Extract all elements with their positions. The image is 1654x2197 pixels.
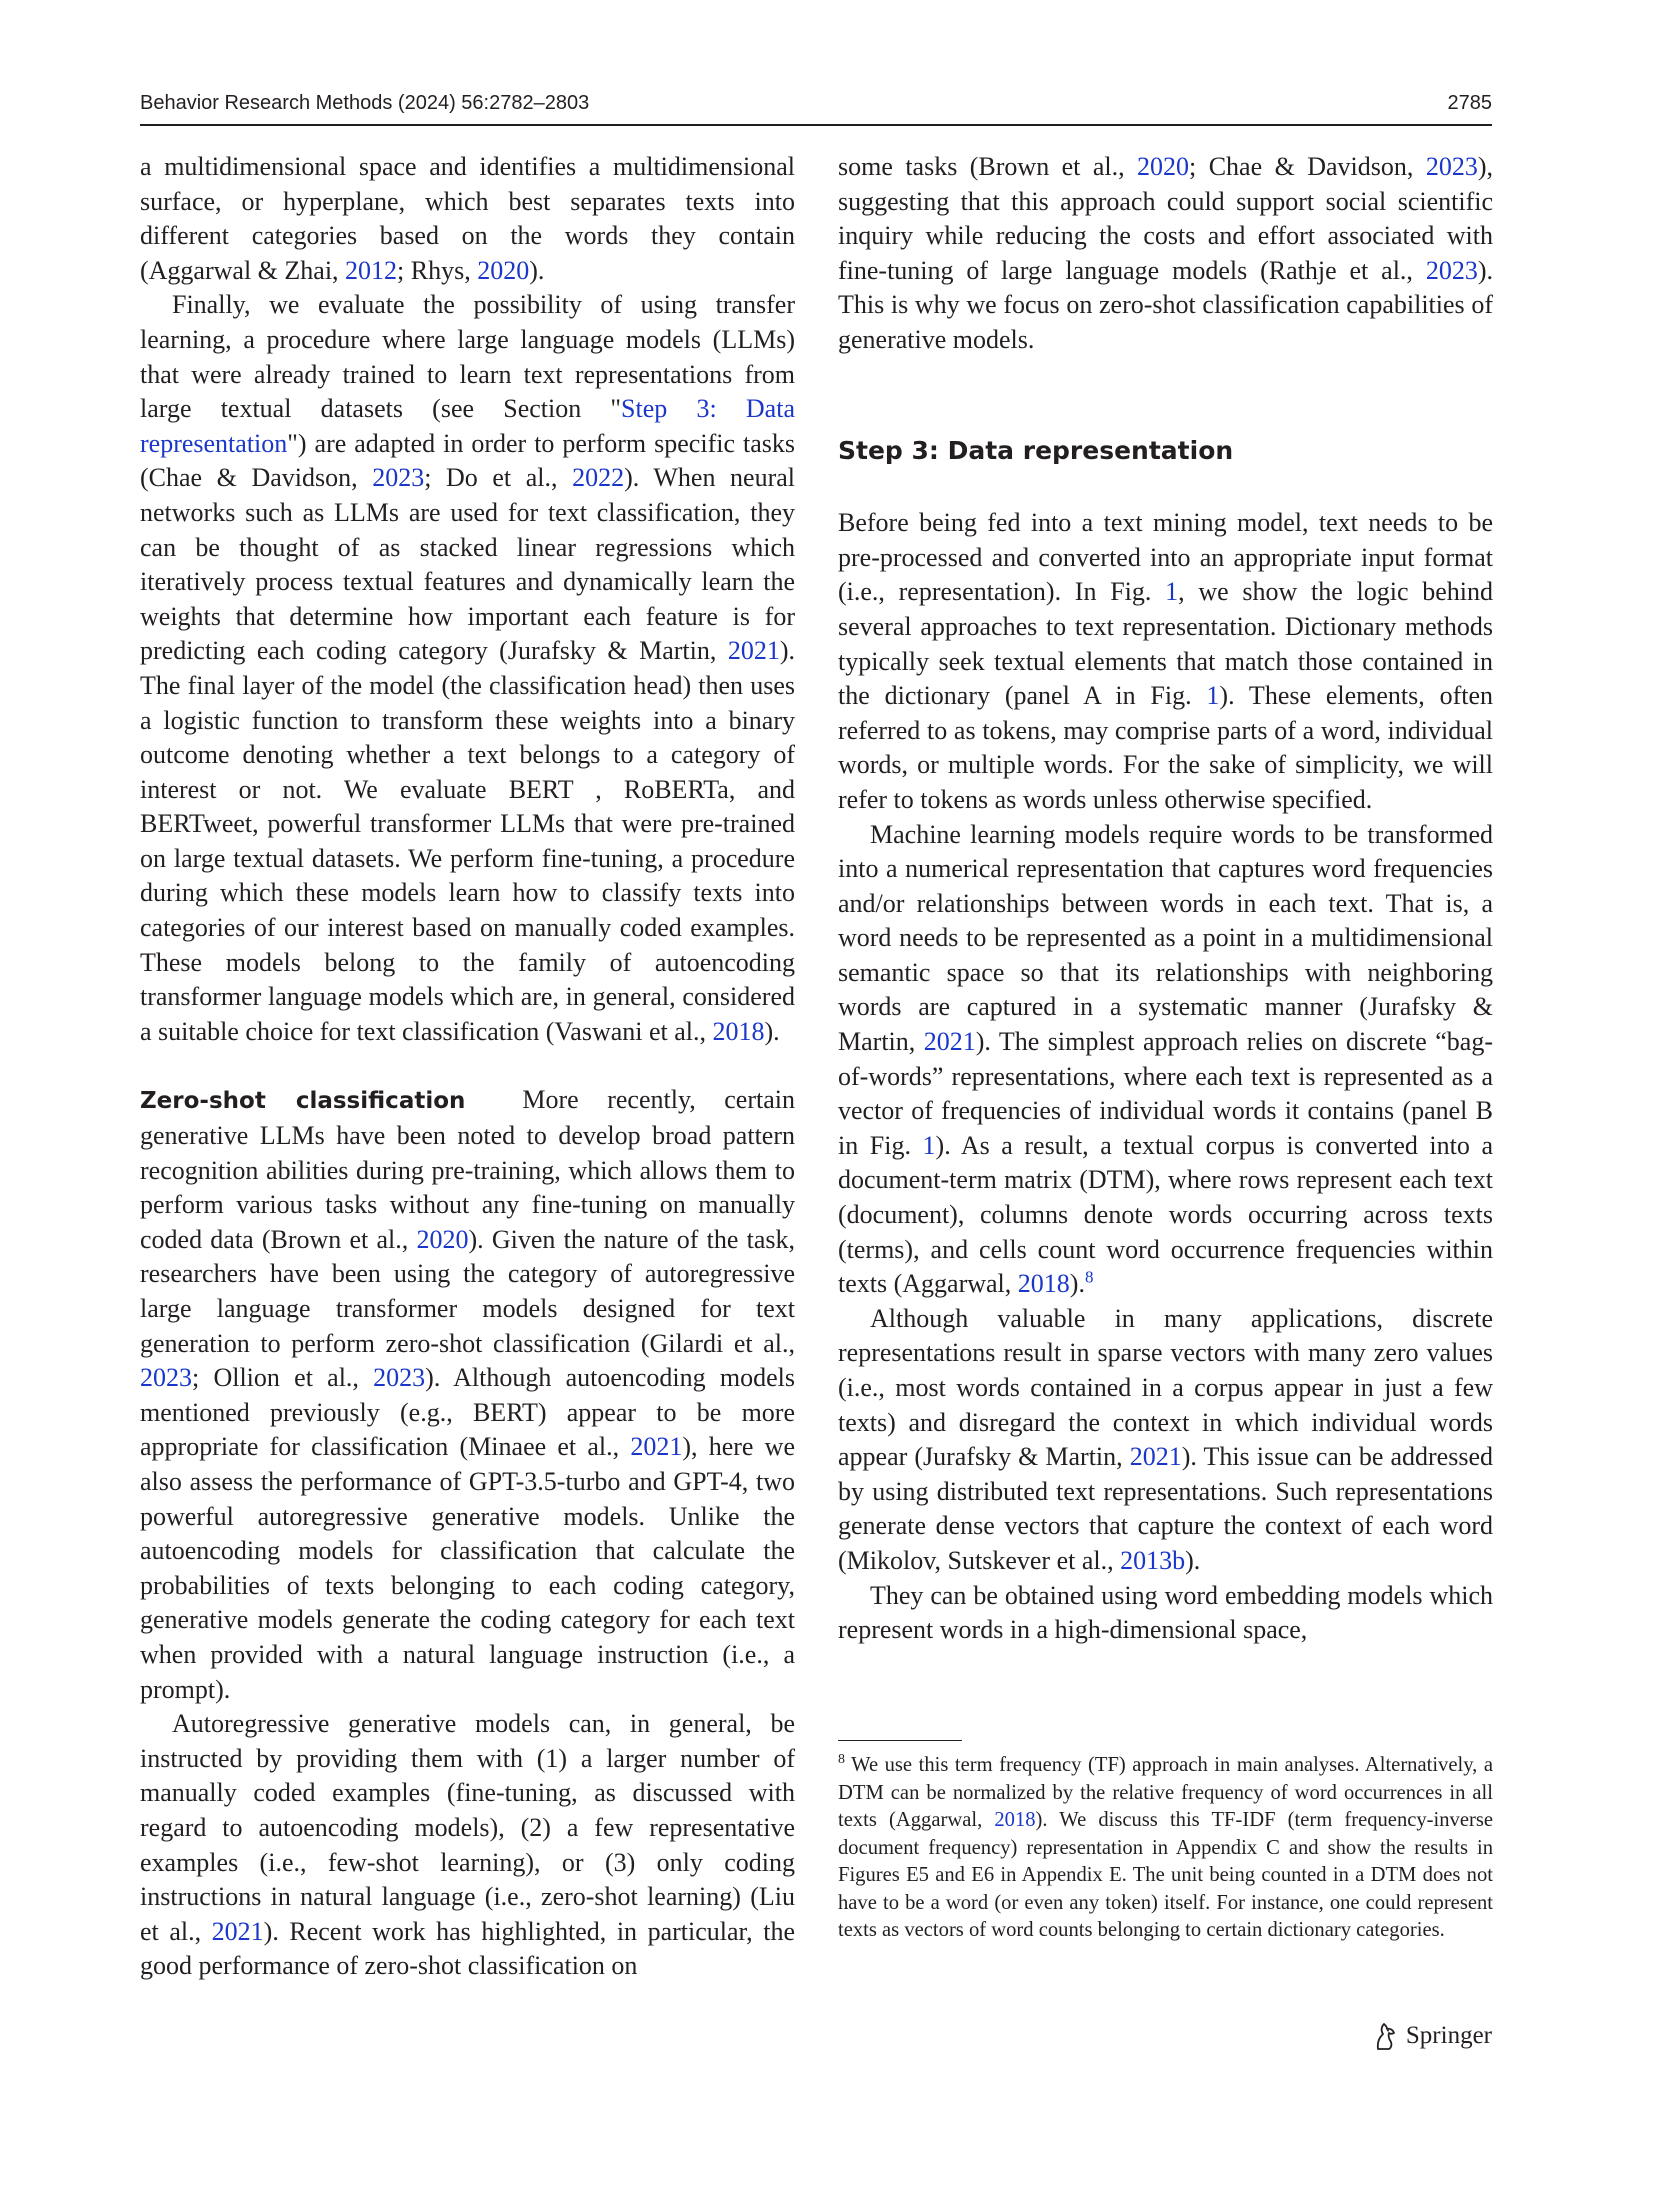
citation-link[interactable]: 2023 <box>140 1363 192 1393</box>
left-column <box>140 150 795 1984</box>
citation-link[interactable]: 2018 <box>1017 1269 1070 1299</box>
footnote-number: 8 <box>838 1752 845 1768</box>
citation-link[interactable]: 2012 <box>345 255 398 285</box>
paragraph: Zero-shot classification More recently, certain generative LLMs have been noted to develop broad pattern recognition abilities during pre-training, which allows them to perform various tasks without any fine-tuning on manually coded data (Brown et al., 2020). Given the nature of the task, researchers have been using the category of autoregressive large language transformer models designed for text generation to perform zero-shot classification (Gilardi et al., 2023; Ollion et al., 2023). Although autoencoding models mentioned previously (e.g., BERT) appear to be more appropriate for classification (Minaee et al., 2021), here we also assess the performance of GPT-3.5-turbo and GPT-4, two powerful autoregressive generative models. Unlike the autoencoding models for classification that calculate the probabilities of texts belonging to each coding category, generative models generate the coding category for each text when provided with a natural language instruction (i.e., a prompt). <box>140 1085 795 1704</box>
paragraph: some tasks (Brown et al., 2020; Chae & Davidson, 2023), suggesting that this approach could support social scientific inquiry while reducing the costs and effort associated with fine-tuning of large language models (Rathje et al., 2023). This is why we focus on zero-shot classification capabilities of generative models. <box>838 152 1494 354</box>
citation-link[interactable]: 2021 <box>630 1432 683 1462</box>
figure-link[interactable]: 1 <box>1206 681 1220 711</box>
paragraph: They can be obtained using word embedding models which represent words in a high-dimensional space, <box>838 1580 1493 1645</box>
paragraph: Finally, we evaluate the possibility of using transfer learning, a procedure where large language models (LLMs) that were already trained to learn text representations from large textual datasets (see Section "Step 3: Data representation") are adapted in order to perform specific tasks (Chae & Davidson, 2023; Do et al., 2022). When neural networks such as LLMs are used for text classification, they can be thought of as stacked linear regressions which iteratively process textual features and dynamically learn the weights that determine how important each feature is for predicting each coding category (Jurafsky & Martin, 2021). The final layer of the model (the classification head) then uses a logistic function to transform these weights into a binary outcome denoting whether a text belongs to a category of interest or not. We evaluate BERT , RoBERTa, and BERTweet, powerful transformer LLMs that were pre-trained on large textual datasets. We perform fine-tuning, a procedure during which these models learn how to classify texts into categories of our interest based on manually coded examples. These models belong to the family of autoencoding transformer language models which are, in general, considered a suitable choice for text classification (Vaswani et al., 2018). <box>140 290 795 1046</box>
publisher-name: Springer <box>1405 2022 1492 2049</box>
citation-link[interactable]: 2020 <box>477 255 530 285</box>
journal-citation: Behavior Research Methods (2024) 56:2782–2803 <box>140 92 590 114</box>
citation-link[interactable]: 2018 <box>994 1809 1036 1831</box>
citation-link[interactable]: 2023 <box>373 1363 426 1393</box>
figure-link[interactable]: 1 <box>922 1130 936 1160</box>
section-link[interactable]: Step 3: Data representation <box>140 394 795 458</box>
paragraph: a multidimensional space and identifies a multidimensional surface, or hyperplane, which best separates texts into different categories based on the words they contain (Aggarwal & Zhai, 2012; Rhys, 2020). <box>140 152 795 285</box>
publisher-logo <box>1372 2016 1492 2056</box>
citation-link[interactable]: 2018 <box>712 1016 765 1046</box>
citation-link[interactable]: 2021 <box>923 1027 976 1057</box>
section-heading: Step 3: Data representation <box>838 435 1234 465</box>
running-header <box>140 86 1492 126</box>
citation-link[interactable]: 2023 <box>1425 255 1478 285</box>
run-in-heading: Zero-shot classification <box>140 1088 466 1115</box>
page-number: 2785 <box>1447 92 1492 114</box>
right-column <box>838 150 1493 1648</box>
citation-link[interactable]: 2020 <box>1137 152 1190 181</box>
citation-link[interactable]: 2020 <box>416 1224 469 1254</box>
footnote: $^8$ We use this term frequency (TF) approach in main analyses. Alternatively, a DTM can be normalized by the relative frequency of word occurrences in all texts (Aggarwal, 2018). We discuss this TF-IDF (term frequency-inverse document frequency) representation in Appendix C and show the results in Figures E5 and E6 in Appendix E. The unit being counted in a DTM does not have to be a word (or even any token) itself. For instance, one could represent texts as vectors of word counts belonging to certain dictionary categories. <box>838 1752 1493 1941</box>
footnote-ref-link[interactable]: 8 <box>1084 1267 1094 1287</box>
citation-link[interactable]: 2021 <box>727 636 780 666</box>
citation-link[interactable]: 2022 <box>572 463 625 493</box>
figure-link[interactable]: 1 <box>1165 577 1179 607</box>
citation-link[interactable]: 2021 <box>1129 1442 1182 1472</box>
footnote-rule <box>838 1740 962 1741</box>
springer-horse-icon <box>1372 2021 1398 2051</box>
citation-link[interactable]: 2023 <box>1425 152 1478 181</box>
paragraph: Machine learning models require words to be transformed into a numerical representation that captures word frequencies and/or relationships between words in each text. That is, a word needs to be represented as a point in a multidimensional semantic space so that its relationships with neighboring words are captured in a systematic manner (Jurafsky & Martin, 2021). The simplest approach relies on discrete “bag-of-words” representations, where each text is represented as a vector of frequencies of individual words it contains (panel B in Fig. 1). As a result, a textual corpus is converted into a document-term matrix (DTM), where rows represent each text (document), columns denote words occurring across texts (terms), and cells count word occurrence frequencies within texts (Aggarwal, 2018).$^8$ <box>838 819 1494 1299</box>
header-rule <box>140 124 1492 126</box>
citation-link[interactable]: 2013b <box>1120 1545 1186 1575</box>
paragraph: Autoregressive generative models can, in general, be instructed by providing them with (1) a larger number of manually coded examples (fine-tuning, as discussed with regard to autoencoding models), (2) a few representative examples (i.e., few-shot learning), or (3) only coding instructions in natural language (i.e., zero-shot learning) (Liu et al., 2021). Recent work has highlighted, in particular, the good performance of zero-shot classification on <box>140 1709 795 1981</box>
paragraph: Although valuable in many applications, discrete representations result in sparse vectors with many zero values (i.e., most words contained in a corpus appear in just a few texts) and disregard the context in which individual words appear (Jurafsky & Martin, 2021). This issue can be addressed by using distributed text representations. Such representations generate dense vectors that capture the context of each word (Mikolov, Sutskever et al., 2013b). <box>838 1303 1493 1575</box>
citation-link[interactable]: 2023 <box>372 463 425 493</box>
paragraph: Before being fed into a text mining model, text needs to be pre-processed and converted into an appropriate input format (i.e., representation). In Fig. 1, we show the logic behind several approaches to text representation. Dictionary methods typically seek textual elements that match those contained in the dictionary (panel A in Fig. 1). These elements, often referred to as tokens, may comprise parts of a word, individual words, or multiple words. For the sake of simplicity, we will refer to tokens as words unless otherwise specified. <box>838 508 1494 814</box>
citation-link[interactable]: 2021 <box>211 1916 264 1946</box>
